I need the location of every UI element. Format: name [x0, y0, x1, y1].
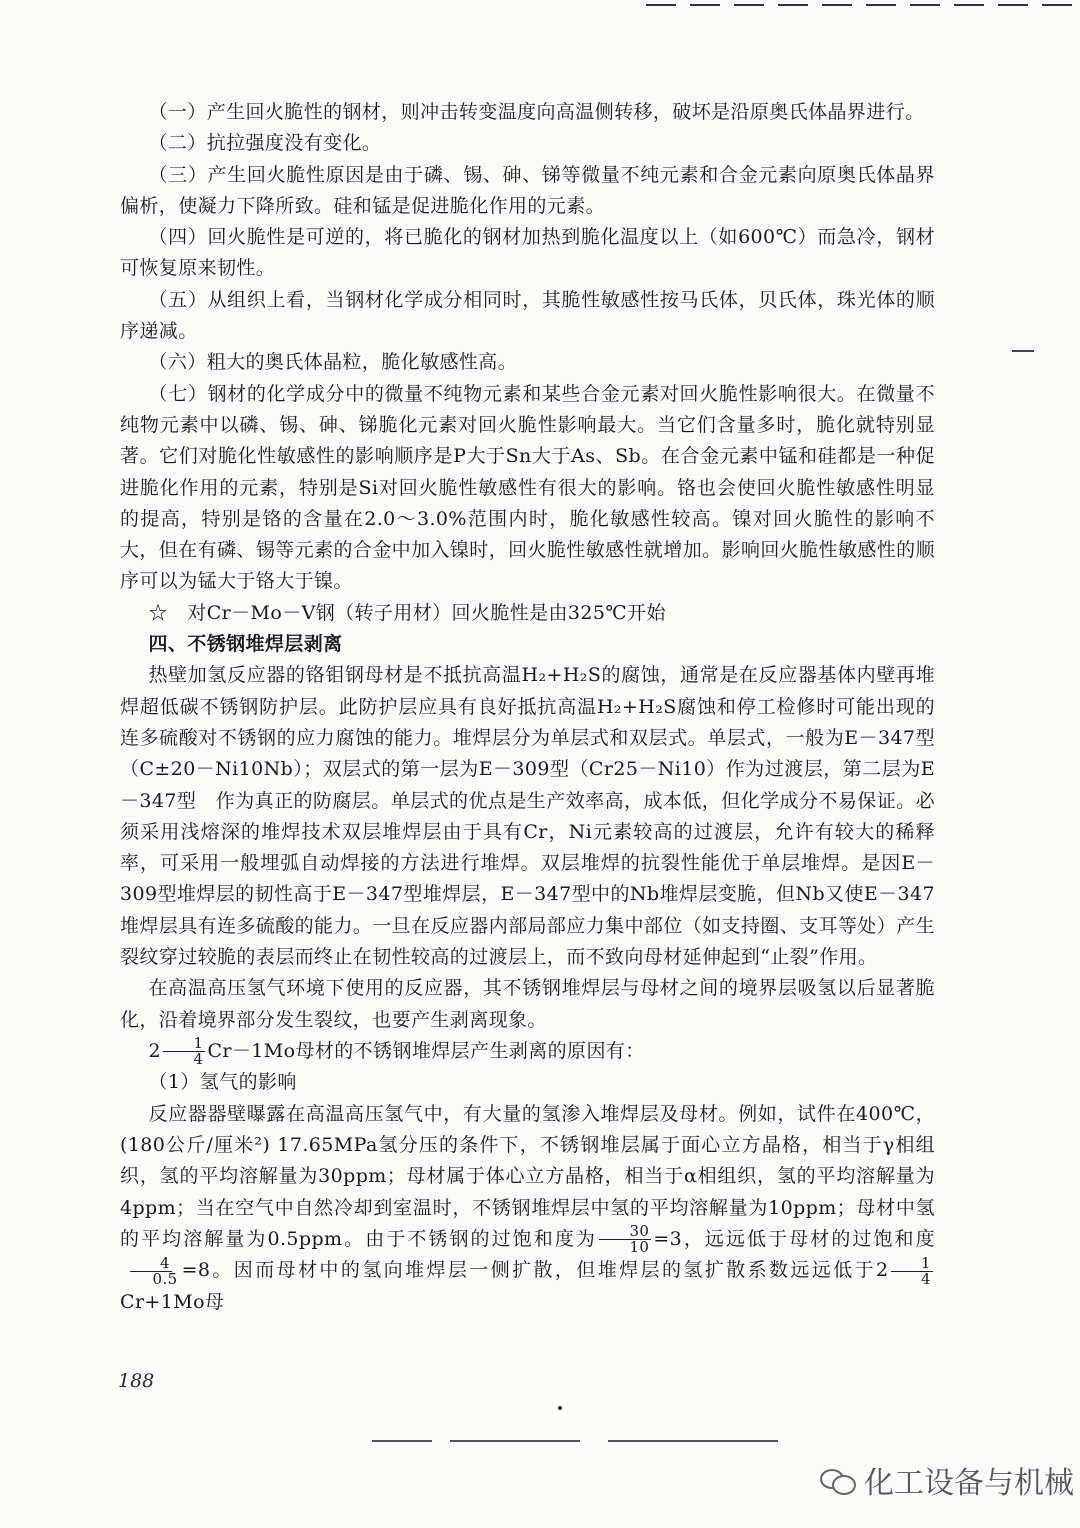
scan-artifact-dot — [558, 1406, 562, 1410]
paragraph: （七）钢材的化学成分中的微量不纯物元素和某些合金元素对回火脆性影响很大。在微量不纯物元素中以磷、锡、砷、锑脆化元素对回火脆性影响最大。当它们含量多时，脆化就特别显著。它们对脆化性敏感性的影响顺序是P大于Sn大于As、Sb。在合金元素中锰和硅都是一种促进脆化作用的元素，特别是Si对回火脆性敏感性有很大的影响。铬也会使回火脆性敏感性明显的提高，特别是铬的含量在2.0～3.0%范围内时，脆化敏感性较高。镍对回火脆性的影响不大，但在有磷、锡等元素的合金中加入镍时，回火脆性敏感性就增加。影响回火脆性敏感性的顺序可以为锰大于铬大于镍。 — [120, 382, 935, 593]
scan-artifact-line — [608, 1440, 778, 1442]
text-run: Cr+1Mo母 — [120, 1290, 225, 1313]
body-text — [120, 97, 935, 1318]
text-run: =3，远远低于母材的过饱和度 — [653, 1227, 936, 1250]
fraction — [891, 1253, 933, 1288]
paragraph: （六）粗大的奥氏体晶粒，脆化敏感性高。 — [148, 351, 518, 374]
paragraph-hydrogen — [120, 1099, 935, 1318]
scan-artifact-line — [450, 1440, 580, 1442]
wechat-icon — [820, 1465, 856, 1495]
section-heading: 四、不锈钢堆焊层剥离 — [148, 633, 343, 656]
paragraph: （一）产生回火脆性的钢材，则冲击转变温度向高温侧转移，破坏是沿原奥氏体晶界进行。 — [148, 101, 925, 123]
watermark — [820, 1460, 1074, 1500]
paragraph: （五）从组织上看，当钢材化学成分相同时，其脆性敏感性按马氏体，贝氏体，珠光体的顺序递减。 — [120, 288, 935, 343]
watermark-text: 化工设备与机械 — [864, 1466, 1074, 1501]
fraction-denominator: 4 — [193, 1050, 204, 1069]
scan-artifact-mark — [1012, 350, 1034, 352]
fraction — [122, 1253, 180, 1288]
page-number: 188 — [118, 1370, 155, 1392]
paragraph: 在高温高压氢气环境下使用的反应器，其不锈钢堆焊层与母材之间的境界层吸氢以后显著脆化，沿着境界部分发生裂纹，也要产生剥离现象。 — [120, 977, 935, 1031]
paragraph: （二）抗拉强度没有变化。 — [148, 132, 382, 155]
fraction-numerator: 1 — [163, 1036, 205, 1052]
cause-text: Cr－1Mo母材的不锈钢堆焊层产生剥离的原因有： — [207, 1039, 645, 1062]
fraction — [163, 1036, 205, 1067]
cause-line — [120, 1036, 935, 1068]
fraction-numerator: 1 — [891, 1256, 933, 1272]
fraction-denominator: 4 — [921, 1269, 931, 1288]
scan-artifact-line — [372, 1440, 432, 1442]
text-run: 反应器器壁曝露在高温高压氢气中，有大量的氢渗入堆焊层及母材。例如，试件在400℃，(180公斤/厘米²) 17.65MPa氢分压的条件下，不锈钢堆层属于面心立方晶格，相当于γ相组织，氢的平均溶解量为30ppm；母材属于体心立方晶格，相当于α相组织，氢的平均溶解量为4ppm；当在空气中自然冷却到室温时，不锈钢堆焊层中氢的平均溶解量为10ppm；母材中氢的平均溶解量为0.5ppm。由于不锈钢的过饱和度为 — [120, 1102, 935, 1250]
fraction-numerator: 30 — [599, 1224, 651, 1240]
scan-artifact-top — [646, 4, 1072, 10]
cause-prefix: 2 — [148, 1039, 161, 1062]
fraction-numerator: 4 — [130, 1256, 172, 1272]
paragraph: 热壁加氢反应器的铬钼钢母材是不抵抗高温H₂+H₂S的腐蚀，通常是在反应器基体内壁再堆焊超低碳不锈钢防护层。此防护层应具有良好抵抗高温H₂+H₂S腐蚀和停工检修时可能出现的连多硫酸对不锈钢的应力腐蚀的能力。堆焊层分为单层式和双层式。单层式，一般为E－347型（C±20－Ni10Nb）；双层式的第一层为E－309型（Cr25－Ni10）作为过渡层，第二层为E－347型 作为真正的防腐层。单层式的优点是生产效率高，成本低，但化学成分不易保证。必须采用浅熔深的堆焊技术双层堆焊层由于具有Cr，Ni元素较高的过渡层，允许有较大的稀释率，可采用一般埋弧自动焊接的方法进行堆焊。双层堆焊的抗裂性能优于单层堆焊。是因E－309型堆焊层的韧性高于E－347型堆焊层，E－347型中的Nb堆焊层变脆，但Nb又使E－347堆焊层具有连多硫酸的能力。一旦在反应器内部局部应力集中部位（如支持圈、支耳等处）产生裂纹穿过较脆的表层而终止在韧性较高的过渡层上，而不致向母材延伸起到“止裂”作用。 — [120, 664, 935, 969]
paragraph: （四）回火脆性是可逆的，将已脆化的钢材加热到脆化温度以上（如600℃）而急冷，钢材可恢复原来韧性。 — [120, 226, 935, 280]
fraction-denominator: 10 — [629, 1238, 650, 1257]
fraction-denominator: 0.5 — [152, 1269, 178, 1288]
fraction — [599, 1224, 651, 1255]
text-run: =8。因而母材中的氢向堆焊层一侧扩散，但堆焊层的氢扩散系数远远低于2 — [181, 1259, 889, 1282]
paragraph: （三）产生回火脆性原因是由于磷、锡、砷、锑等微量不纯元素和合金元素向原奥氏体晶界偏析，使凝力下降所致。硅和锰是促进脆化作用的元素。 — [120, 163, 935, 217]
sub-heading: （1）氢气的影响 — [148, 1071, 297, 1094]
star-note: ☆ 对Cr－Mo－V钢（转子用材）回火脆性是由325℃开始 — [148, 601, 666, 624]
